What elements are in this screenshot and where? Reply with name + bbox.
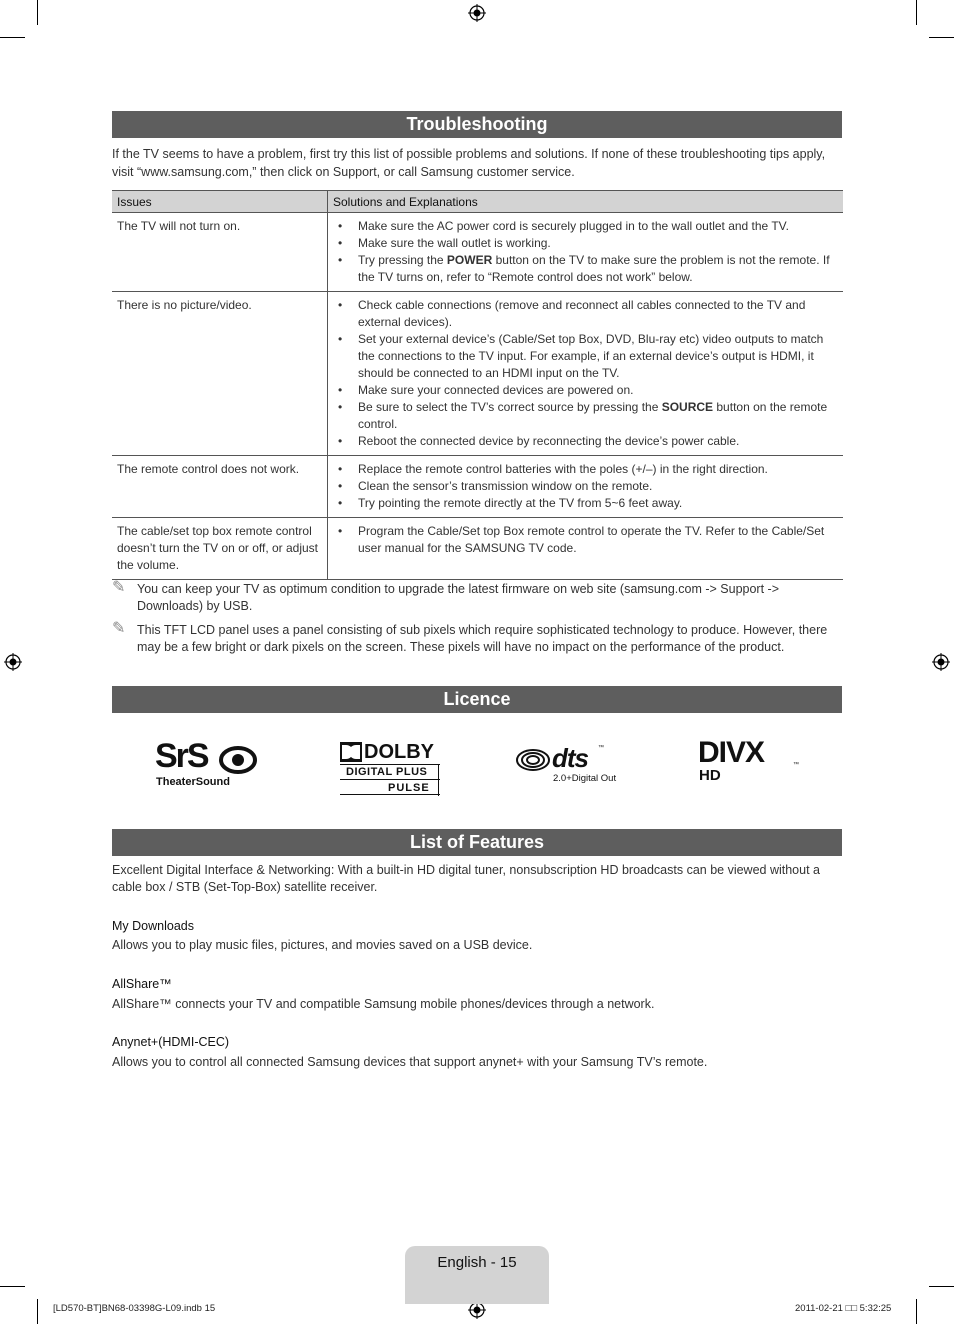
- crop-mark: [37, 0, 38, 25]
- solutions-cell: [328, 213, 844, 292]
- crop-mark: [37, 1299, 38, 1324]
- crop-mark: [916, 0, 917, 25]
- note-pixels: ✎ This TFT LCD panel uses a panel consisting of sub pixels which require sophisticated technology to produce. However, there may be a few bright or dark pixels on the screen. These pixels will have no impact on the performance of the product.: [112, 620, 828, 654]
- solution-item: • Set your external device’s (Cable/Set top Box, DVD, Blu-ray etc) video outputs to match the connections to the TV input. For example, if an external device’s output is HDMI, it should be connected to an HDMI input on the TV.: [358, 331, 838, 382]
- licence-heading: Licence: [112, 686, 842, 713]
- solution-item: • Make sure the AC power cord is securely plugged in to the wall outlet and the TV.: [358, 218, 838, 235]
- feature-title: AllShare™: [112, 977, 172, 991]
- table-row: [112, 213, 843, 292]
- table-row: [112, 292, 843, 456]
- column-header-solutions: Solutions and Explanations: [328, 191, 844, 213]
- footer-timestamp: 2011-02-21 □□ 5:32:25: [795, 1303, 892, 1314]
- page-label: English - 15: [437, 1254, 517, 1271]
- dolby-double-d-icon: [340, 742, 362, 762]
- solution-item: • Clean the sensor’s transmission window on the remote.: [358, 478, 838, 495]
- footer-file-info: [LD570-BT]BN68-03398G-L09.indb 15: [53, 1303, 216, 1314]
- crop-mark: [929, 1286, 954, 1287]
- feature-description: AllShare™ connects your TV and compatible Samsung mobile phones/devices through a network.: [112, 997, 655, 1011]
- solution-item: • Reboot the connected device by reconnecting the device’s power cable.: [358, 433, 838, 450]
- dts-logo: dts ™ 2.0+Digital Out: [516, 745, 626, 787]
- solution-item: • Make sure your connected devices are powered on.: [358, 382, 838, 399]
- note-firmware: ✎ You can keep your TV as optimum condition to upgrade the latest firmware on web site (samsung.com -> Support -> Downloads) by USB.: [112, 579, 780, 613]
- srs-eye-icon: [219, 744, 257, 776]
- solution-item: • Program the Cable/Set top Box remote control to operate the TV. Refer to the Cable/Set user manual for the SAMSUNG TV code.: [358, 523, 838, 557]
- pencil-note-icon: ✎: [112, 579, 126, 596]
- srs-logo: SrS TheaterSound: [155, 741, 260, 791]
- column-header-issues: Issues: [112, 191, 328, 213]
- registration-mark-icon: [468, 4, 486, 22]
- feature-description: Allows you to control all connected Samsung devices that support anynet+ with your Samsung TV’s remote.: [112, 1055, 708, 1069]
- issue-cell: The remote control does not work.: [112, 456, 328, 518]
- troubleshooting-table: [112, 190, 843, 580]
- issue-cell: There is no picture/video.: [112, 292, 328, 456]
- pencil-note-icon: ✎: [112, 620, 126, 637]
- feature-title: My Downloads: [112, 919, 194, 933]
- registration-mark-icon: [932, 653, 950, 671]
- issue-cell: The TV will not turn on.: [112, 213, 328, 292]
- solution-item: • Check cable connections (remove and reconnect all cables connected to the TV and external devices).: [358, 297, 838, 331]
- divx-hd-logo: DIVX ™ HD: [698, 736, 799, 784]
- registration-mark-icon: [4, 653, 22, 671]
- solution-item: • Be sure to select the TV’s correct source by pressing the SOURCE button on the remote control.: [358, 399, 838, 433]
- feature-description: Allows you to play music files, pictures, and movies saved on a USB device.: [112, 938, 533, 952]
- features-heading: List of Features: [112, 829, 842, 856]
- troubleshooting-intro: If the TV seems to have a problem, first try this list of possible problems and solutions. If none of these troubleshooting tips apply, visit “www.samsung.com,” then click on Support, or call Samsung customer service.: [112, 147, 826, 179]
- features-intro: Excellent Digital Interface & Networking: With a built-in HD digital tuner, nonsubscription HD broadcasts can be viewed without a cable box / STB (Set-Top-Box) satellite receiver.: [112, 863, 820, 894]
- solutions-cell: [328, 456, 844, 518]
- troubleshooting-heading: Troubleshooting: [112, 111, 842, 138]
- solutions-cell: [328, 518, 844, 580]
- feature-title: Anynet+(HDMI-CEC): [112, 1035, 230, 1049]
- crop-mark: [0, 1286, 25, 1287]
- table-row: [112, 518, 843, 580]
- dts-wave-icon: [516, 749, 550, 771]
- solution-item: • Replace the remote control batteries with the poles (+/–) in the right direction.: [358, 461, 838, 478]
- dolby-logo: DOLBY DIGITAL PLUS PULSE: [340, 742, 442, 796]
- crop-mark: [916, 1299, 917, 1324]
- crop-mark: [0, 37, 25, 38]
- crop-mark: [929, 37, 954, 38]
- solution-item: • Try pointing the remote directly at the TV from 5~6 feet away.: [358, 495, 838, 512]
- issue-cell: The cable/set top box remote control doesn’t turn the TV on or off, or adjust the volume.: [112, 518, 328, 580]
- solution-item: • Try pressing the POWER button on the TV to make sure the problem is not the remote. If the TV turns on, refer to “Remote control does not work” below.: [358, 252, 838, 286]
- solutions-cell: [328, 292, 844, 456]
- solution-item: • Make sure the wall outlet is working.: [358, 235, 838, 252]
- page-number-tab: [405, 1246, 549, 1304]
- table-row: [112, 456, 843, 518]
